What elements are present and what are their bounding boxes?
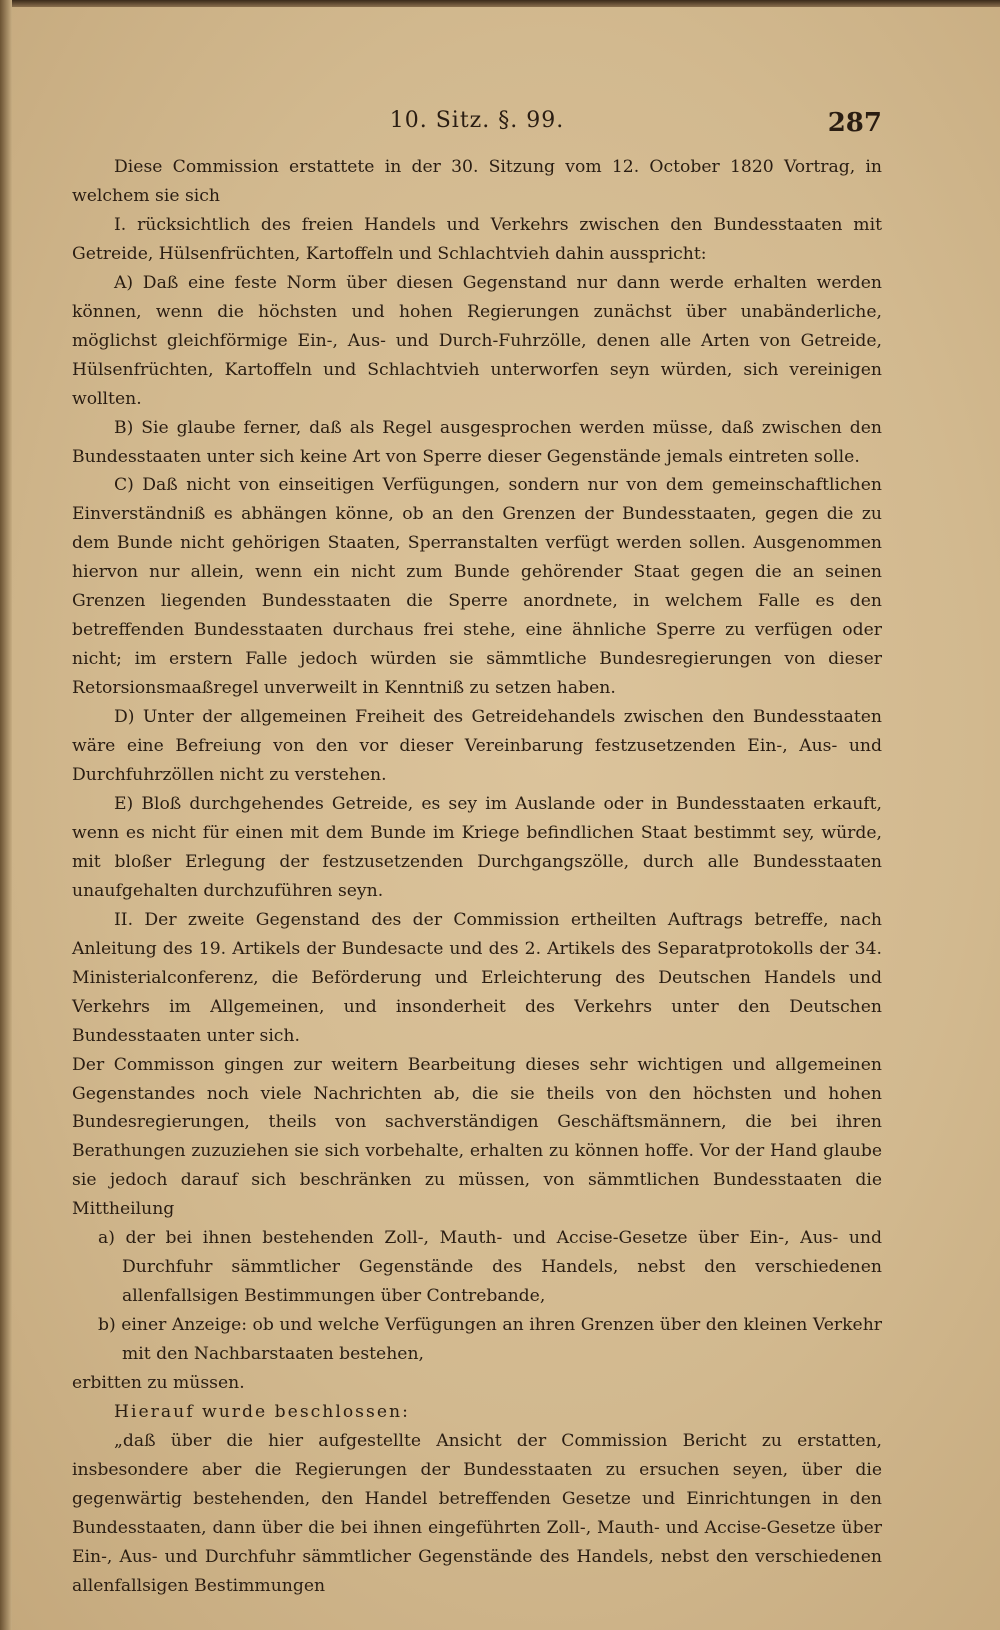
paragraph-erbitten: erbitten zu müssen. [72, 1373, 245, 1394]
paragraph-point-e: E) Bloß durchgehendes Getreide, es sey im Auslande oder in Bundesstaaten erkauft, wenn es nicht für einen mit dem Bunde im Kriege befindlichen Staat bestimmt sey, würde, mit bloßer Erlegung der festzusetzenden Durchgangszölle, durch alle Bundesstaaten unaufgehalten durchzuführen seyn. [72, 793, 882, 901]
page-top-edge [0, 0, 1000, 7]
running-head: 10. Sitz. §. 99. [389, 108, 565, 133]
paragraph-resolution: „daß über die hier aufgestellte Ansicht der Commission Bericht zu erstatten, insbesondere aber die Regierungen der Bundesstaaten zu ersuchen seyen, über die gegenwärtig bestehenden, den Handel betreffenden Gesetze und Einrichtungen in den Bundesstaaten, dann über die bei ihnen eingeführten Zoll-, Mauth- und Accise-Gesetze über Ein-, Aus- und Durchfuhr sämmtlicher Gegenstände des Handels, nebst den verschiedenen allenfallsigen Bestimmungen [72, 1430, 882, 1596]
paragraph-resolution-heading: Hierauf wurde beschlossen: [114, 1401, 410, 1422]
body-text [72, 153, 882, 1601]
paragraph-commission: Der Commisson gingen zur weitern Bearbeitung dieses sehr wichtigen und allgemeinen Gegenstandes noch viele Nachrichten ab, die sie theils von den höchsten und hohen Bundesregierungen, theils von sachverständigen Geschäftsmännern, die bei ihren Berathungen zuzuziehen sie sich vorbehalte, erhalten zu können hoffe. Vor der Hand glaube sie jedoch darauf sich beschränken zu müssen, von sämmtlichen Bundesstaaten die Mittheilung [72, 1054, 882, 1220]
list-item-b: b) einer Anzeige: ob und welche Verfügungen an ihren Grenzen über den kleinen Verkehr mit den Nachbarstaaten bestehen, [98, 1315, 882, 1365]
paragraph-point-d: D) Unter der allgemeinen Freiheit des Getreidehandels zwischen den Bundesstaaten wäre eine Befreiung von den vor dieser Vereinbarung festzusetzenden Ein-, Aus- und Durchfuhrzöllen nicht zu verstehen. [72, 707, 882, 786]
paragraph-section-i: I. rücksichtlich des freien Handels und Verkehrs zwischen den Bundesstaaten mit Getreide, Hülsenfrüchten, Kartoffeln und Schlachtvieh dahin ausspricht: [72, 214, 882, 264]
paragraph-intro: Diese Commission erstattete in der 30. Sitzung vom 12. October 1820 Vortrag, in welchem sie sich [72, 157, 882, 206]
page-number: 287 [827, 108, 882, 138]
paragraph-point-c: C) Daß nicht von einseitigen Verfügungen, sondern nur von dem gemeinschaftlichen Einverständniß es abhängen könne, ob an den Grenzen der Bundesstaaten, gegen die zu dem Bunde nicht gehörigen Staaten, Sperranstalten verfügt werden sollen. Ausgenommen hiervon nur allein, wenn ein nicht zum Bunde gehörender Staat gegen die an seinen Grenzen liegenden Bundesstaaten die Sperre anordnete, in welchem Falle es den betreffenden Bundesstaaten durchaus frei stehe, eine ähnliche Sperre zu verfügen oder nicht; im erstern Falle jedoch würden sie sämmtliche Bundesregierungen von dieser Retorsionsmaaßregel unverweilt in Kenntniß zu setzen haben. [72, 475, 882, 699]
list-item-a: a) der bei ihnen bestehenden Zoll-, Mauth- und Accise-Gesetze über Ein-, Aus- und Durchfuhr sämmtlicher Gegenstände des Handels, nebst den verschiedenen allenfallsigen Bestimmungen über Contrebande, [98, 1228, 882, 1307]
page-binding-edge [0, 0, 12, 1630]
paragraph-point-a: A) Daß eine feste Norm über diesen Gegenstand nur dann werde erhalten werden können, wenn die höchsten und hohen Regierungen zunächst über unabänderliche, möglichst gleichförmige Ein-, Aus- und Durch-Fuhrzölle, denen alle Arten von Getreide, Hülsenfrüchten, Kartoffeln und Schlachtvieh unterworfen seyn würden, sich vereinigen wollten. [72, 272, 882, 409]
paragraph-point-b: B) Sie glaube ferner, daß als Regel ausgesprochen werden müsse, daß zwischen den Bundesstaaten unter sich keine Art von Sperre dieser Gegenstände jemals eintreten solle. [72, 417, 882, 467]
page-header [72, 108, 882, 144]
paragraph-section-ii: II. Der zweite Gegenstand des der Commission ertheilten Auftrags betreffe, nach Anleitung des 19. Artikels der Bundesacte und des 2. Artikels des Separatprotokolls der 34. Ministerialconferenz, die Beförderung und Erleichterung des Deutschen Handels und Verkehrs im Allgemeinen, und insonderheit des Verkehrs unter den Deutschen Bundesstaaten unter sich. [72, 909, 882, 1046]
